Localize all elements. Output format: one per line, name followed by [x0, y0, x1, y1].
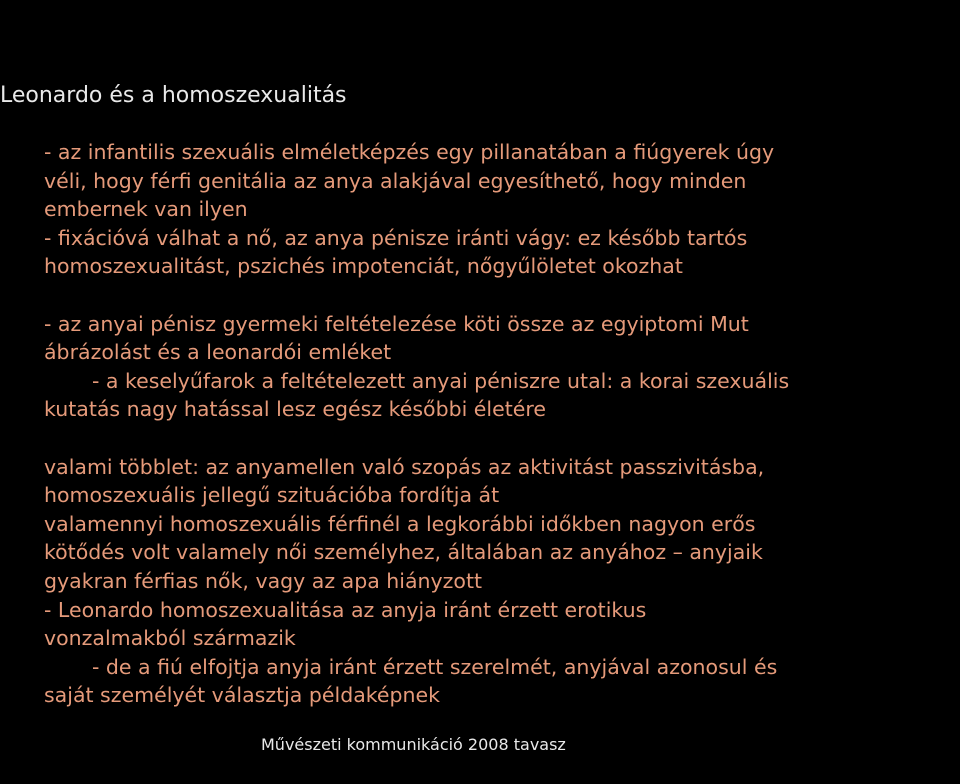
text-line: embernek van ilyen — [44, 197, 248, 222]
text-line: véli, hogy férfi genitália az anya alakjával egyesíthető, hogy minden — [44, 168, 747, 193]
paragraph-mut-depiction — [44, 310, 944, 424]
text-line: gyakran férfias nők, vagy az apa hiányzott — [44, 568, 483, 593]
slide-body — [44, 138, 944, 710]
text-line: - a keselyűfarok a feltételezett anyai péniszre utal: a korai szexuális — [92, 368, 790, 393]
text-line: homoszexuális jellegű szituációba fordítja át — [44, 483, 500, 508]
paragraph-surplus — [44, 453, 944, 710]
paragraph-spacer — [44, 281, 944, 310]
slide-title: Leonardo és a homoszexualitás — [0, 83, 347, 108]
text-line: kötődés volt valamely női személyhez, általában az anyához – anyjaik — [44, 540, 763, 565]
text-line: valamennyi homoszexuális férfinél a legkorábbi időkben nagyon erős — [44, 511, 756, 536]
text-line: vonzalmakból származik — [44, 626, 296, 651]
text-line: - de a fiú elfojtja anyja iránt érzett szerelmét, anyjával azonosul és — [92, 654, 778, 679]
text-line: saját személyét választja példaképnek — [44, 683, 441, 708]
text-line: - az anyai pénisz gyermeki feltételezése köti össze az egyiptomi Mut — [44, 311, 749, 336]
text-line: - Leonardo homoszexualitása az anyja iránt érzett erotikus — [44, 597, 647, 622]
text-line: valami többlet: az anyamellen való szopás az aktivitást passzivitásba, — [44, 454, 765, 479]
slide-footer: Művészeti kommunikáció 2008 tavasz — [261, 735, 566, 754]
text-line: homoszexualitást, pszichés impotenciát, nőgyűlöletet okozhat — [44, 254, 683, 279]
paragraph-infantile-theory — [44, 138, 944, 281]
text-line: ábrázolást és a leonardói emléket — [44, 340, 392, 365]
paragraph-spacer — [44, 424, 944, 453]
text-line: kutatás nagy hatással lesz egész későbbi életére — [44, 397, 546, 422]
text-line: - fixációvá válhat a nő, az anya pénisze iránti vágy: ez később tartós — [44, 225, 748, 250]
text-line: - az infantilis szexuális elméletképzés egy pillanatában a fiúgyerek úgy — [44, 140, 775, 164]
